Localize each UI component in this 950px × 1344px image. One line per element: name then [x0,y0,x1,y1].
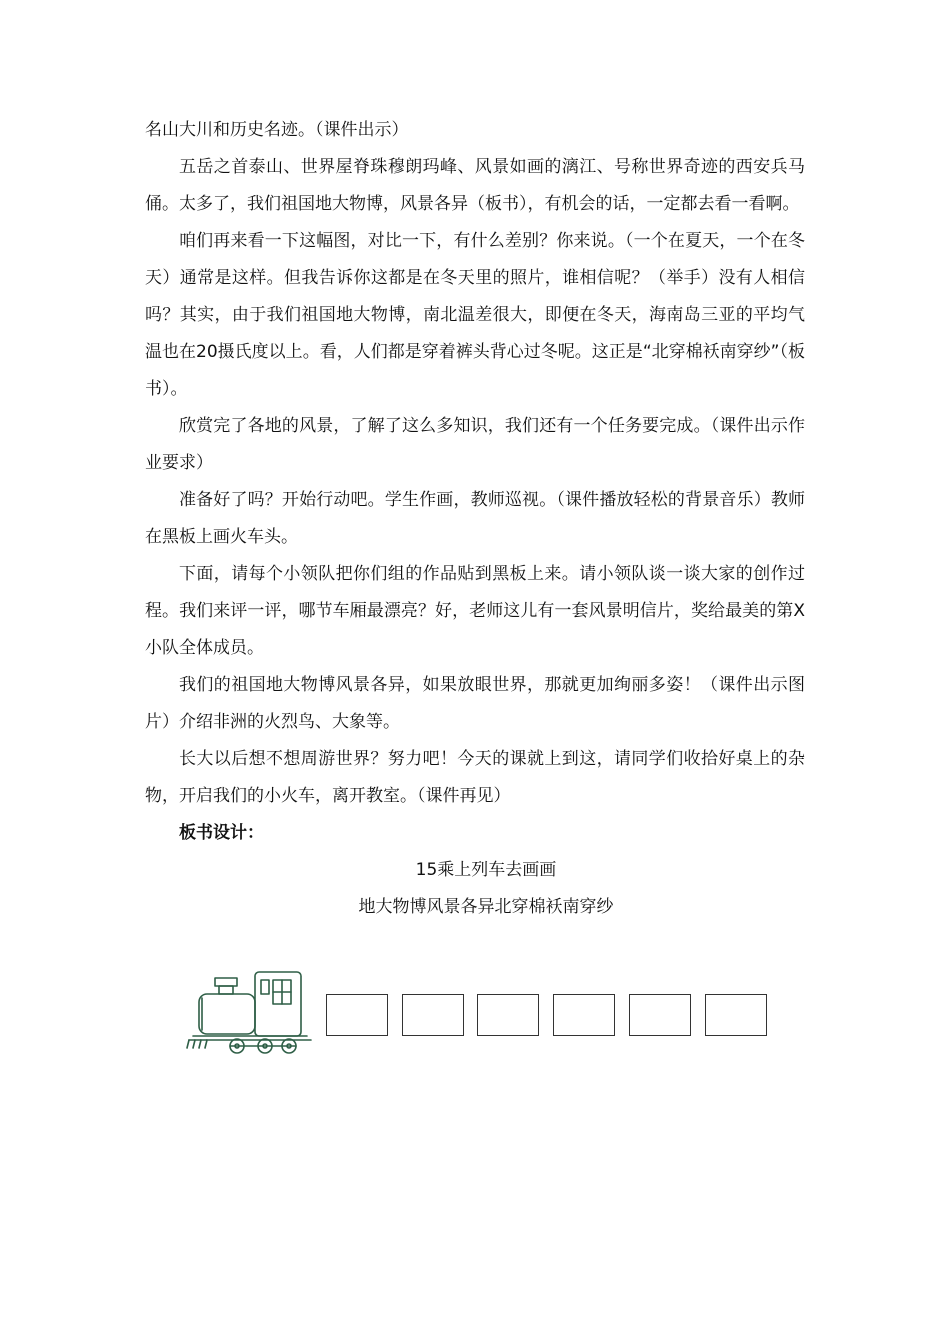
board-design-label: 板书设计： [179,823,264,843]
train-drawing [185,968,785,1058]
train-car-1 [326,994,388,1036]
paragraph-1: 名山大川和历史名迹。（课件出示） [145,120,409,140]
train-car-3 [477,994,539,1036]
paragraph-4: 欣赏完了各地的风景，了解了这么多知识，我们还有一个任务要完成。（课件出示作业要求） [145,416,805,473]
train-car-2 [402,994,464,1036]
document-body [145,112,805,926]
paragraph-7: 我们的祖国地大物博风景各异，如果放眼世界，那就更加绚丽多姿！（课件出示图片）介绍非洲的火烈鸟、大象等。 [145,675,805,732]
paragraph-2: 五岳之首泰山、世界屋脊珠穆朗玛峰、风景如画的漓江、号称世界奇迹的西安兵马俑。太多了，我们祖国地大物博，风景各异（板书），有机会的话，一定都去看一看啊。 [145,157,805,214]
board-subtitle: 地大物博风景各异北穿棉袄南穿纱 [358,897,614,917]
paragraph-6: 下面，请每个小领队把你们组的作品贴到黑板上来。请小领队谈一谈大家的创作过程。我们来评一评，哪节车厢最漂亮？好，老师这儿有一套风景明信片，奖给最美的第X小队全体成员。 [145,564,805,658]
paragraph-8: 长大以后想不想周游世界？努力吧！今天的课就上到这，请同学们收拾好桌上的杂物，开启我们的小火车，离开教室。（课件再见） [145,749,805,806]
board-title: 15乘上列车去画画 [415,860,557,880]
paragraph-3: 咱们再来看一下这幅图，对比一下，有什么差别？你来说。（一个在夏天，一个在冬天）通常是这样。但我告诉你这都是在冬天里的照片，谁相信呢？（举手）没有人相信吗？其实，由于我们祖国地大物博，南北温差很大，即便在冬天，海南岛三亚的平均气温也在20摄氏度以上。看，人们都是穿着裤头背心过冬呢。这正是“北穿棉袄南穿纱”（板书）。 [145,231,805,399]
train-car-6 [705,994,767,1036]
train-car-5 [629,994,691,1036]
train-car-4 [553,994,615,1036]
paragraph-5: 准备好了吗？开始行动吧。学生作画，教师巡视。（课件播放轻松的背景音乐）教师在黑板上画火车头。 [145,490,805,547]
locomotive-icon [185,968,320,1058]
